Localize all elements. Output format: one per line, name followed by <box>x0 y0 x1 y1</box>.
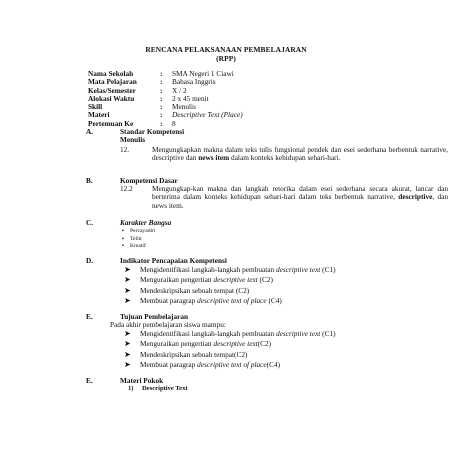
bullet-icon: ▪ <box>122 228 124 234</box>
list-item: ➤ Menguraikan pengertian descriptive text (C2) <box>124 275 273 285</box>
list-item: ➤ Mengidentifikasi langkah-langkah pembuatan descriptive text (C1) <box>124 329 336 338</box>
identity-row: Mata Pelajaran : Bahasa Inggris <box>88 77 216 87</box>
document-title: RENCANA PELAKSANAAN PEMBELAJARAN <box>145 45 307 54</box>
section-heading: Karakter Bangsa <box>120 218 172 227</box>
section-heading: Materi Pokok <box>120 376 164 385</box>
list-item: ▪ Teliti <box>122 235 142 242</box>
subsection-label: Descriptive Text <box>142 384 188 392</box>
identity-table <box>88 70 243 128</box>
section-heading: Indikator Pencapaian Kompetensi <box>120 256 227 265</box>
item-number: 12.2 <box>120 184 133 193</box>
section-subheading: Menulis <box>120 135 146 144</box>
arrow-bullet-icon: ➤ <box>124 329 131 338</box>
section-letter: E. <box>86 312 93 321</box>
section-heading: Tujuan Pembelajaran <box>120 312 189 321</box>
section-tujuan <box>86 313 386 369</box>
item-number: 12. <box>120 145 130 154</box>
section-letter: D. <box>86 256 94 265</box>
bullet-icon: ▪ <box>122 243 124 249</box>
identity-row: Materi : Descriptive Text (Place) <box>88 110 243 120</box>
list-item: ➤ Mengidentifikasi langkah-langkah pembuatan descriptive text (C1) <box>124 265 336 274</box>
document-subtitle: (RPP) <box>216 54 236 63</box>
arrow-bullet-icon: ➤ <box>124 285 131 295</box>
identity-row: Skill : Menulis <box>88 102 196 112</box>
identity-row: Pertemuan Ke : 8 <box>88 118 176 128</box>
list-item: ➤ Mendeskripsikan sebuah tempat (C2) <box>124 285 250 295</box>
section-letter: E. <box>86 376 93 385</box>
list-item: ▪ Kreatif <box>122 243 146 249</box>
list-item: ➤ Membuat paragrap descriptive text of place(C4) <box>124 360 281 370</box>
arrow-bullet-icon: ➤ <box>124 275 131 285</box>
arrow-bullet-icon: ➤ <box>124 296 131 306</box>
arrow-bullet-icon: ➤ <box>124 349 131 359</box>
paragraph: Mengungkapkan makna dalam teks tulis fungsional pendek dan esei sederhana berbentuk narrative, descriptive dan news item dalam konteks kehidupan sehari-hari. <box>152 145 448 163</box>
arrow-bullet-icon: ➤ <box>124 265 131 274</box>
section-indikator <box>86 257 386 307</box>
section-intro: Pada akhir pembelajaran siswa mampu: <box>110 320 226 329</box>
list-item: ➤ Mendeskripsikan sebuah tempat(C2) <box>124 349 248 359</box>
section-kompetensi-dasar <box>86 176 448 217</box>
arrow-bullet-icon: ➤ <box>124 360 131 370</box>
paragraph: Mengungkap-kan makna dan langkah retorika dalam esei sederhana secara akurat, lancar dan berterima dalam konteks kehidupan sehari-hari dalam teks berbentuk narrative, descriptive, dan news item. <box>152 184 448 210</box>
identity-row: Alokasi Waktu : 2 x 45 menit <box>88 93 209 103</box>
section-letter: C. <box>86 218 94 227</box>
list-item: ➤ Menguraikan pengertian descriptive text(C2) <box>124 339 272 349</box>
arrow-bullet-icon: ➤ <box>124 339 131 349</box>
section-letter: B. <box>86 176 93 185</box>
list-item: ➤ Membuat paragrap descriptive text of place (C4) <box>124 296 282 306</box>
identity-row: Nama Sekolah : SMA Negeri 1 Ciawi <box>88 69 234 78</box>
identity-row: Kelas/Semester : X / 2 <box>88 85 187 95</box>
section-karakter-bangsa <box>86 219 376 253</box>
list-item: ▪ Percayadiri <box>122 228 156 234</box>
subsection-number: 1) <box>128 384 134 392</box>
section-heading: Standar Kompetensi <box>120 127 185 136</box>
bullet-icon: ▪ <box>122 235 124 242</box>
section-letter: A. <box>86 127 94 136</box>
section-heading: Kompetensi Dasar <box>120 176 178 185</box>
section-materi-pokok <box>86 377 386 397</box>
